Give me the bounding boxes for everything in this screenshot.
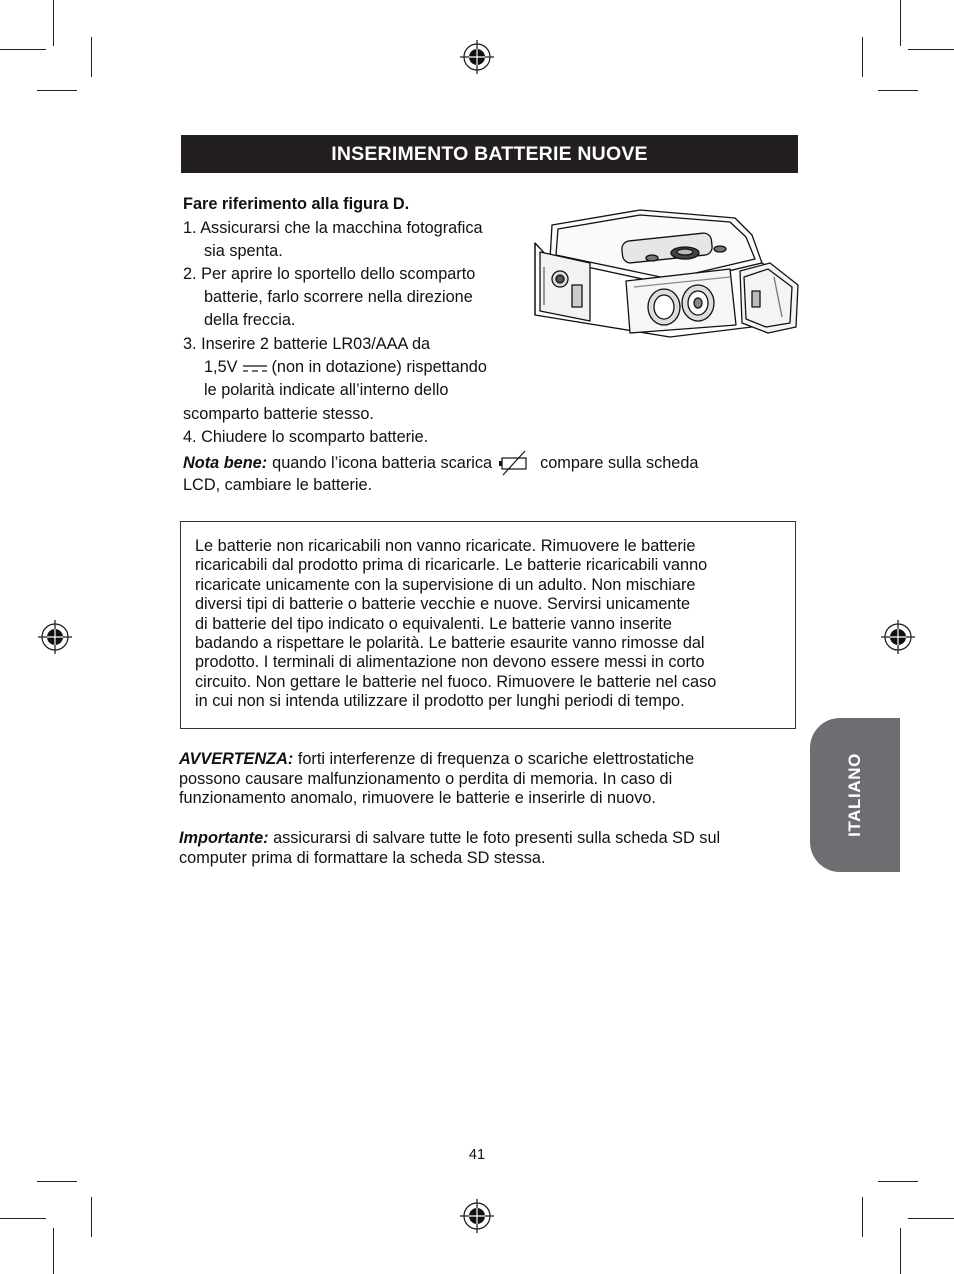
importante-label: Importante: <box>179 829 269 847</box>
dc-symbol-icon <box>241 362 269 374</box>
registration-mark-left-icon <box>38 620 72 654</box>
camera-battery-compartment-illustration <box>530 207 802 339</box>
registration-mark-top-icon <box>460 40 494 74</box>
avvertenza-line-2: possono causare malfunzionamento o perdita di memoria. In caso di <box>179 769 673 788</box>
step-1-line-1: 1. Assicurarsi che la macchina fotografica <box>183 219 483 237</box>
polarity-note: (non in dotazione) rispettando <box>271 358 487 376</box>
registration-mark-bottom-icon <box>460 1199 494 1233</box>
section-header <box>181 135 798 173</box>
note-line-2: LCD, cambiare le batterie. <box>183 476 373 494</box>
warning-line: diversi tipi di batterie o batterie vecchie e nuove. Servirsi unicamente <box>195 595 691 614</box>
note-bene <box>183 450 698 476</box>
step-3-line-3: le polarità indicate all’interno dello <box>204 381 449 399</box>
importante-line-1: assicurarsi di salvare tutte le foto presenti sulla scheda SD sul <box>273 829 721 847</box>
figure-reference: Fare riferimento alla figura D. <box>183 195 410 213</box>
step-4-line: 4. Chiudere lo scomparto batterie. <box>183 428 429 446</box>
warning-line: ricaricabili dal prodotto prima di ricaricarle. Le batterie ricaricabili vanno <box>195 556 708 575</box>
low-battery-icon <box>497 450 533 476</box>
step-2-line-3: della freccia. <box>204 311 296 329</box>
importante-line-2: computer prima di formattare la scheda SD stessa. <box>179 848 546 867</box>
step-3-line-1: 3. Inserire 2 batterie LR03/AAA da <box>183 335 431 353</box>
registration-mark-right-icon <box>881 620 915 654</box>
note-text-after: compare sulla scheda <box>540 453 699 472</box>
battery-warning-text <box>195 537 785 712</box>
note-label: Nota bene: <box>183 453 268 472</box>
warning-line: prodotto. I terminali di alimentazione non devono essere messi in corto <box>195 653 705 672</box>
voltage-value: 1,5V <box>204 358 238 376</box>
language-label: ITALIANO <box>845 753 864 837</box>
warning-line: badando a rispettare le polarità. Le batterie esaurite vanno rimosse dal <box>195 634 705 653</box>
warning-line: Le batterie non ricaricabili non vanno ricaricate. Rimuovere le batterie <box>195 537 696 555</box>
step-3-line-2 <box>183 356 487 379</box>
step-3-line-4: scomparto batterie stesso. <box>183 405 374 423</box>
section-title: INSERIMENTO BATTERIE NUOVE <box>331 142 648 165</box>
avvertenza-label: AVVERTENZA: <box>179 750 294 768</box>
warning-line: ricaricate unicamente con la supervisione di un adulto. Non mischiare <box>195 575 696 594</box>
warning-line: in cui non si intenda utilizzare il prodotto per lunghi periodi di tempo. <box>195 692 685 711</box>
avvertenza-line-1: forti interferenze di frequenza o scariche elettrostatiche <box>297 750 695 768</box>
step-2-line-1: 2. Per aprire lo sportello dello scomparto <box>183 265 476 283</box>
page-number: 41 <box>468 1147 486 1163</box>
avvertenza-line-3: funzionamento anomalo, rimuovere le batterie e inserirle di nuovo. <box>179 789 656 808</box>
language-tab <box>810 718 900 872</box>
importante-paragraph <box>179 829 799 868</box>
note-text-before: quando l’icona batteria scarica <box>272 453 493 472</box>
step-1-line-2: sia spenta. <box>204 242 283 260</box>
avvertenza-paragraph <box>179 750 799 809</box>
warning-line: circuito. Non gettare le batterie nel fuoco. Rimuovere le batterie nel caso <box>195 672 717 691</box>
step-2-line-2: batterie, farlo scorrere nella direzione <box>204 288 473 306</box>
warning-line: di batterie del tipo indicato o equivalenti. Le batterie vanno inserite <box>195 614 672 633</box>
